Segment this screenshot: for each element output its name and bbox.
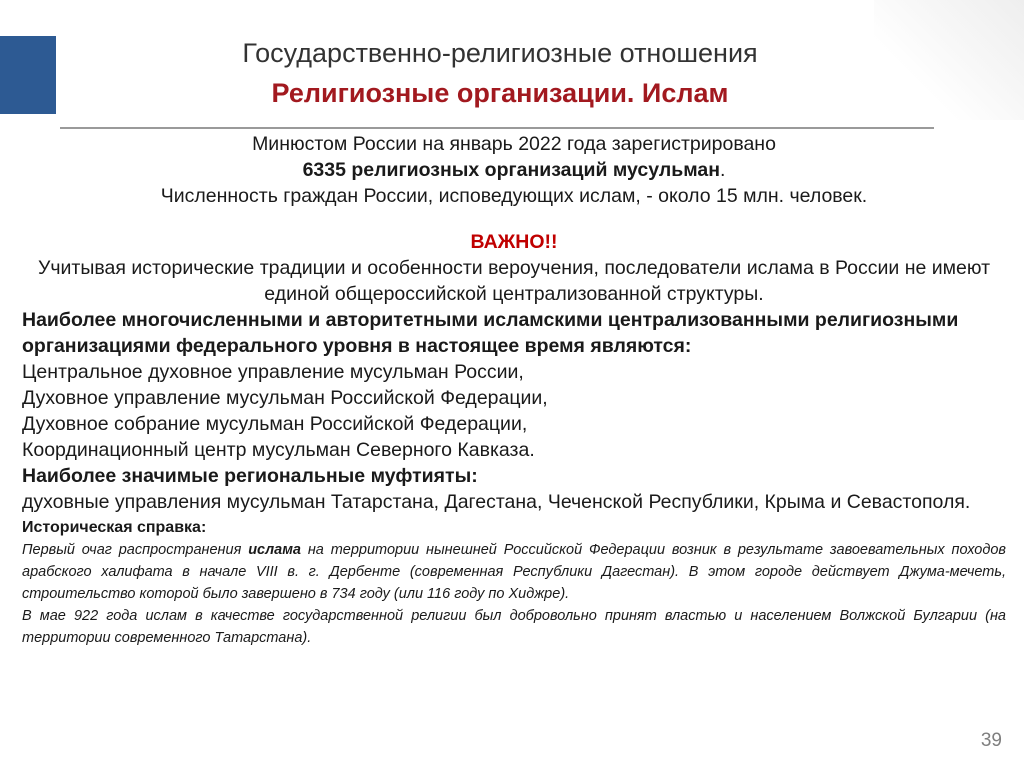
history-text: на территории нынешней Российской Федерации возник в результате завоевательных походов арабского халифата в начале VIII в. г. Дербенте (современная Республики Дагестан). В этом городе действует Джума-мечеть, строительство которой было завершено в 734 году (или 116 году по Хиджре). — [22, 542, 1006, 602]
history-text: Первый очаг распространения — [22, 542, 249, 558]
list-item: Координационный центр мусульман Северного Кавказа. — [22, 439, 535, 461]
intro-line-2-end: . — [720, 159, 726, 181]
regional-heading: Наиболее значимые региональные муфтияты: — [22, 465, 478, 487]
important-heading: ВАЖНО!! — [470, 231, 558, 253]
regional-text: духовные управления мусульман Татарстана, Дагестана, Чеченской Республики, Крыма и Севастополя. — [22, 491, 971, 513]
slide-title: Государственно-религиозные отношения — [242, 38, 758, 68]
intro-line-3: Численность граждан России, исповедующих ислам, - около 15 млн. человек. — [160, 185, 868, 207]
list-item: Духовное собрание мусульман Российской Федерации, — [22, 413, 528, 435]
title-divider — [60, 127, 934, 129]
page-number: 39 — [980, 730, 1002, 751]
history-paragraph-2: В мае 922 года ислам в качестве государственной религии был добровольно принят властью и населением Волжской Булгарии (на территории современного Татарстана). — [22, 608, 1006, 646]
organizations-count: 6335 религиозных организаций мусульман — [302, 159, 720, 181]
important-text: Учитывая исторические традиции и особенности вероучения, последователи ислама в России не имеют единой общероссийской централизованной структуры. — [37, 257, 991, 305]
slide-subtitle: Религиозные организации. Ислам — [271, 78, 729, 108]
federal-list — [22, 359, 1006, 463]
history-paragraph-1 — [22, 539, 1006, 605]
intro-line-1: Минюстом России на январь 2022 года зарегистрировано — [252, 133, 776, 155]
history-bold-word: ислама — [248, 542, 301, 558]
slide-content — [22, 131, 1006, 649]
intro-line-2 — [22, 157, 1006, 183]
federal-heading: Наиболее многочисленными и авторитетными исламскими централизованными религиозными организациями федерального уровня в настоящее время являются: — [22, 309, 959, 357]
list-item: Духовное управление мусульман Российской Федерации, — [22, 387, 548, 409]
history-heading: Историческая справка: — [22, 519, 207, 536]
spacer — [22, 209, 1006, 229]
list-item: Центральное духовное управление мусульман России, — [22, 361, 524, 383]
left-accent-bar — [0, 36, 56, 114]
